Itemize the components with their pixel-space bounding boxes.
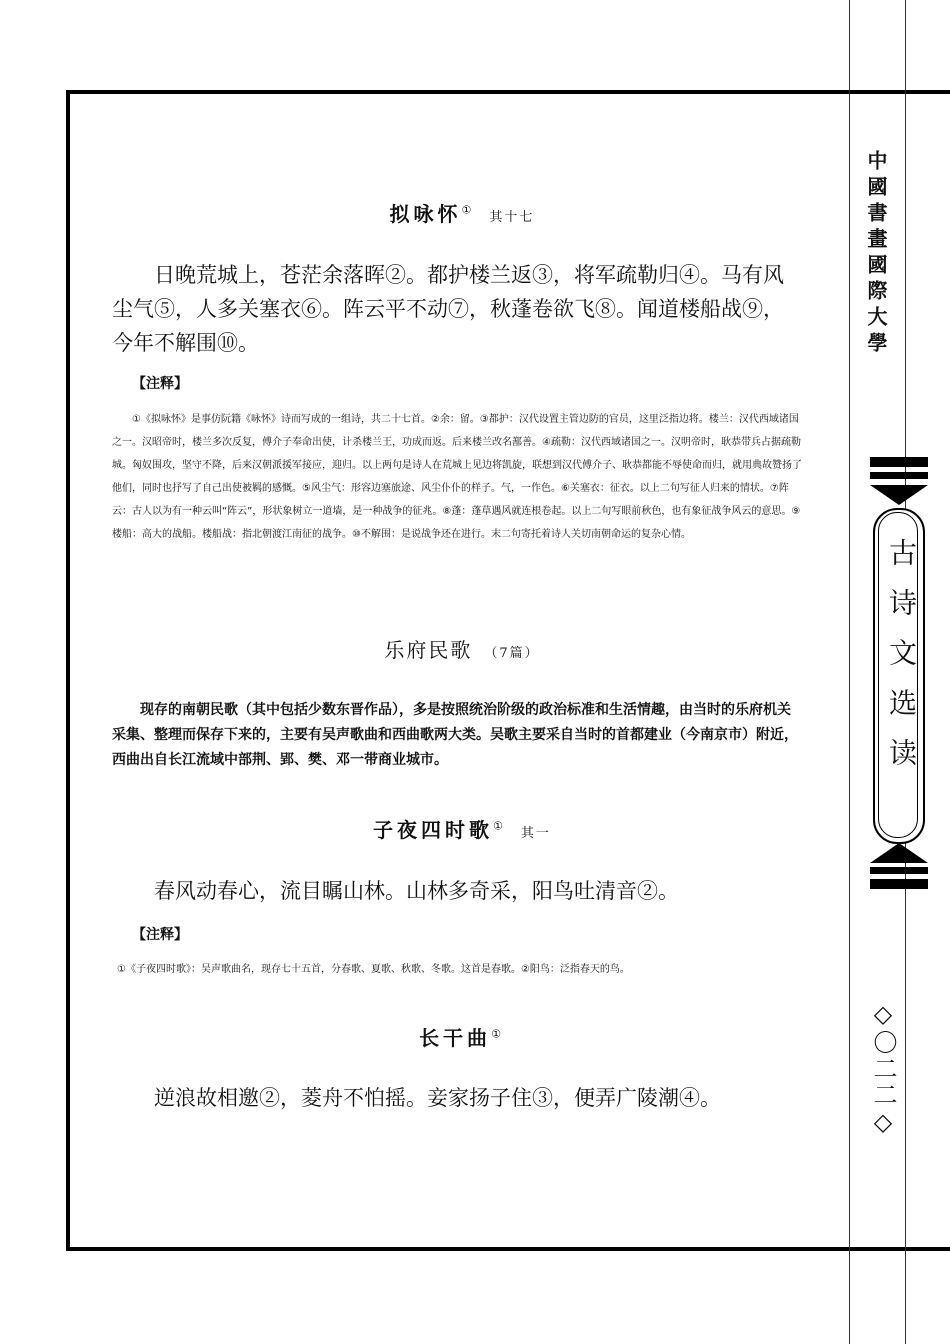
- section-intro: 现存的南朝民歌（其中包括少数东晋作品），多是按照统治阶级的政治标准和生活情趣，由当时的乐府机关采集、整理而保存下来的，主要有吴声歌曲和西曲歌两大类。吴歌主要采自当时的首都建业（今南京市）附近，西曲出自长江流域中部荆、郢、樊、邓一带商业城市。: [112, 702, 798, 768]
- poem3-title-note-mark: ①: [491, 1027, 505, 1041]
- poem2-body: 春风动春心，流目瞩山林。山林多奇采，阳鸟吐清音②。: [154, 879, 679, 903]
- banner-cap-bottom: [870, 879, 928, 889]
- poem2-notes-heading: 【注释】: [132, 927, 188, 943]
- poem3-title: [112, 1022, 812, 1051]
- section-count: （7篇）: [484, 646, 540, 661]
- poem2-title-note-mark: ①: [493, 819, 507, 833]
- page-number: ◇〇二二◇: [869, 1000, 897, 1138]
- book-title: 古诗文选读: [885, 538, 918, 788]
- poem3-title-text: 长干曲: [419, 1026, 492, 1050]
- frame-bottom-border: [66, 1247, 950, 1251]
- banner-cap-top-thin: [870, 472, 928, 479]
- section-title: [112, 634, 812, 663]
- poem1-title-text: 拟咏怀: [389, 202, 462, 226]
- poem3-body: 逆浪故相邀②，菱舟不怕摇。妾家扬子住③，便弄广陵潮④。: [154, 1086, 721, 1110]
- poem1-body: 日晚荒城上，苍茫余落晖②。都护楼兰返③，将军疏勒归④。马有风尘气⑤，人多关塞衣⑥。阵云平不动⑦，秋蓬卷欲飞⑧。闻道楼船战⑨，今年不解围⑩。: [112, 263, 784, 355]
- poem1-notes-heading: 【注释】: [132, 376, 188, 392]
- banner-cap-bottom-thin: [870, 867, 928, 874]
- poem1-title: [112, 198, 812, 227]
- banner-cap-top: [870, 457, 928, 467]
- school-name: 中國書畫國際大學: [864, 150, 888, 358]
- banner-triangle-top: [870, 485, 928, 505]
- frame-left-border: [66, 90, 70, 1251]
- poem2-title-text: 子夜四时歌: [373, 818, 494, 842]
- poem2-notes: ①《子夜四时歌》：吴声歌曲名，现存七十五首，分春歌、夏歌、秋歌、冬歌。这首是春歌。②阳鸟：泛指春天的鸟。: [117, 964, 630, 975]
- poem1-notes: ①《拟咏怀》是事仿阮籍《咏怀》诗而写成的一组诗，共二十七首。②余：留。③都护：汉代设置主管边防的官员，这里泛指边将。楼兰：汉代西域诸国之一。汉昭帝时，楼兰多次反复，傅介子奉命出使，计杀楼兰王，功成而返。后来楼兰改名鄯善。④疏勒：汉代西域诸国之一。汉明帝时，耿恭带兵占据疏勒城。匈奴围攻，坚守不降，后来汉朝派援军接应，迎归。以上两句是诗人在荒城上见边将凯旋，联想到汉代傅介子、耿恭都能不辱使命而归，就用典故赞扬了他们，同时也抒写了自己出使被羁的感慨。⑤风尘气：形容边塞旅途、风尘仆仆的样子。气，一作色。⑥关塞衣：征衣。以上二句写征人归来的情状。⑦阵云：古人以为有一种云叫“阵云”，形状象树立一道墙，是一种战争的征兆。⑧蓬：蓬草遇风就连根卷起。以上二句写眼前秋色，也有象征战争风云的意思。⑨楼船：高大的战船。楼船战：指北朝渡江南征的战争。⑩不解围：是说战争还在进行。末二句寄托着诗人关切南朝命运的复杂心情。: [112, 414, 802, 540]
- poem2-subtitle: 其一: [520, 826, 551, 841]
- section-title-text: 乐府民歌: [384, 638, 473, 662]
- poem2-title: [112, 814, 812, 843]
- poem1-subtitle: 其十七: [489, 210, 535, 225]
- banner-triangle-bottom: [870, 843, 928, 863]
- frame-top-border: [66, 90, 950, 94]
- poem1-title-note-mark: ①: [461, 203, 476, 217]
